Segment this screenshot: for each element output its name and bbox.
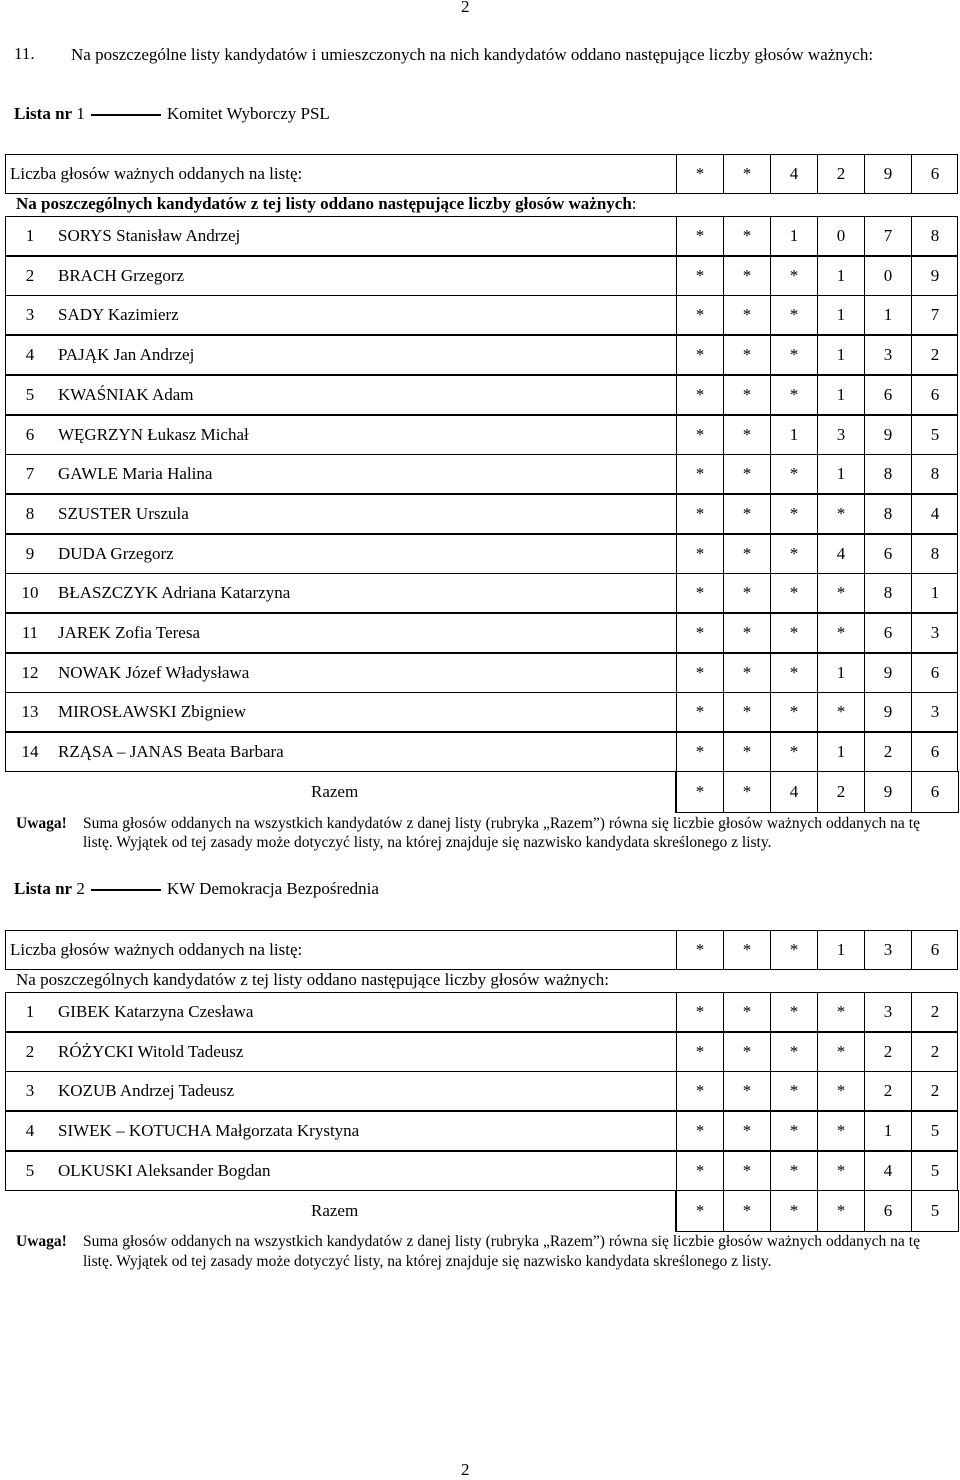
candidate-name: KWAŚNIAK Adam: [58, 384, 194, 404]
candidate-row: [5, 295, 958, 335]
digit-cell: 1: [864, 295, 911, 335]
digit-cell: *: [770, 653, 817, 693]
digit-cell: 1: [817, 375, 864, 415]
digit-cell: 2: [864, 732, 911, 772]
digit-cell: *: [817, 1032, 864, 1072]
candidate-number: 12: [21, 662, 39, 682]
digit-cell: 5: [911, 415, 958, 455]
digit-cell: 3: [911, 613, 958, 653]
digit-cell: 5: [911, 1191, 958, 1231]
digit-cell: 1: [817, 930, 864, 970]
candidate-number: 2: [25, 265, 35, 285]
list-heading: [14, 104, 330, 124]
candidate-row: [5, 1032, 958, 1072]
digit-cell: 4: [817, 534, 864, 574]
candidate-number: 8: [25, 503, 35, 523]
digit-cells: [676, 653, 958, 693]
digit-cell: 1: [817, 653, 864, 693]
digit-cell: *: [676, 154, 723, 194]
digit-cells: [676, 732, 958, 772]
candidate-name: MIROSŁAWSKI Zbigniew: [58, 702, 246, 722]
candidate-name: BŁASZCZYK Adriana Katarzyna: [58, 583, 291, 603]
digit-cell: *: [676, 1071, 723, 1111]
candidate-name: WĘGRZYN Łukasz Michał: [58, 424, 249, 444]
digit-cell: *: [723, 1191, 770, 1231]
digit-cell: 7: [864, 216, 911, 256]
digit-cell: *: [676, 256, 723, 296]
digit-cell: 4: [911, 494, 958, 534]
total-label: Razem: [311, 1200, 359, 1220]
list-number: 1: [76, 104, 85, 123]
digit-cell: 4: [770, 772, 817, 812]
digit-cell: *: [770, 692, 817, 732]
committee-name: KW Demokracja Bezpośrednia: [166, 879, 379, 898]
candidate-row: [5, 692, 958, 732]
digit-cell: *: [770, 256, 817, 296]
digit-cell: 3: [864, 930, 911, 970]
digit-cell: *: [723, 534, 770, 574]
digit-cell: *: [676, 772, 723, 812]
digit-cell: *: [723, 992, 770, 1032]
candidates-label-text: Na poszczególnych kandydatów z tej listy oddano następujące liczby głosów ważnych: [16, 194, 632, 213]
digit-cells: [676, 930, 958, 970]
digit-cell: *: [723, 1111, 770, 1151]
digit-cell: 8: [911, 534, 958, 574]
digit-cell: *: [676, 573, 723, 613]
candidate-number: 11: [21, 623, 39, 642]
digit-cell: *: [676, 415, 723, 455]
digit-cell: *: [817, 494, 864, 534]
digit-cell: *: [817, 1151, 864, 1191]
candidate-name: OLKUSKI Aleksander Bogdan: [58, 1160, 271, 1180]
digit-cell: 9: [864, 692, 911, 732]
digit-cell: 6: [864, 1191, 911, 1231]
candidate-number: 3: [25, 1081, 35, 1101]
digit-cell: *: [723, 692, 770, 732]
digit-cell: *: [817, 992, 864, 1032]
candidate-row: [5, 534, 958, 574]
candidate-row: [5, 454, 958, 494]
digit-cell: *: [723, 1032, 770, 1072]
list-prefix: Lista nr: [14, 104, 73, 123]
digit-cell: *: [676, 732, 723, 772]
digit-cell: *: [817, 613, 864, 653]
digit-cell: 2: [911, 335, 958, 375]
digit-cell: 2: [911, 1071, 958, 1111]
digit-cell: *: [723, 772, 770, 812]
digit-cell: *: [723, 375, 770, 415]
digit-cell: 8: [911, 216, 958, 256]
digit-cell: 2: [864, 1071, 911, 1111]
digit-cell: 6: [864, 375, 911, 415]
digit-cells: [676, 1071, 958, 1111]
candidate-row: [5, 653, 958, 693]
candidate-name: GAWLE Maria Halina: [58, 464, 213, 484]
candidate-number: 4: [25, 345, 35, 365]
digit-cell: 1: [817, 335, 864, 375]
digit-cell: 3: [817, 415, 864, 455]
digit-cell: *: [676, 1151, 723, 1191]
digit-cell: 6: [911, 375, 958, 415]
digit-cell: *: [676, 295, 723, 335]
digit-cell: *: [770, 454, 817, 494]
digit-cell: 6: [911, 154, 958, 194]
candidate-row: [5, 732, 958, 772]
digit-cell: *: [770, 732, 817, 772]
candidate-number: 1: [25, 226, 35, 245]
digit-cells: [676, 375, 958, 415]
digit-cell: *: [676, 335, 723, 375]
committee-name: Komitet Wyborczy PSL: [166, 104, 330, 123]
candidate-number: 4: [25, 1121, 35, 1141]
candidates-label-text: Na poszczególnych kandydatów z tej listy oddano następujące liczby głosów ważnych: [16, 970, 605, 989]
candidate-row: [5, 335, 958, 375]
digit-cell: *: [770, 992, 817, 1032]
digit-cell: 2: [817, 154, 864, 194]
total-label: Razem: [311, 781, 359, 801]
digit-cell: 9: [864, 653, 911, 693]
candidate-name: DUDA Grzegorz: [58, 543, 174, 563]
digit-cell: 1: [817, 256, 864, 296]
digit-cell: *: [770, 1151, 817, 1191]
digit-cells: [676, 1111, 958, 1151]
digit-cell: *: [676, 216, 723, 256]
digit-cell: 1: [817, 454, 864, 494]
candidate-number: 1: [25, 1002, 35, 1021]
digit-cell: 6: [911, 732, 958, 772]
item-text: Na poszczególne listy kandydatów i umieszczonych na nich kandydatów oddano następujące liczby głosów ważnych:: [71, 45, 874, 64]
digit-cells: [676, 454, 958, 494]
digit-cell: 9: [864, 415, 911, 455]
candidate-row: [5, 216, 958, 256]
list-vote-count-label: Liczba głosów ważnych oddanych na listę:: [10, 940, 303, 959]
total-row: [5, 1191, 958, 1231]
digit-cells: [676, 335, 958, 375]
candidate-row: [5, 992, 958, 1032]
candidate-name: SIWEK – KOTUCHA Małgorzata Krystyna: [58, 1121, 360, 1141]
digit-cell: *: [770, 930, 817, 970]
digit-cell: *: [723, 1151, 770, 1191]
candidate-number: 6: [25, 424, 35, 444]
digit-cells: [676, 295, 958, 335]
digit-cells: [676, 494, 958, 534]
note: [16, 1232, 920, 1271]
item-11: [14, 44, 924, 66]
digit-cell: 1: [770, 415, 817, 455]
digit-cell: *: [817, 573, 864, 613]
candidate-row: [5, 1071, 958, 1111]
digit-cell: 5: [911, 1111, 958, 1151]
digit-cell: 8: [864, 573, 911, 613]
candidate-row: [5, 494, 958, 534]
note-text: Suma głosów oddanych na wszystkich kandydatów z danej listy (rubryka „Razem”) równa się liczbie głosów ważnych oddanych na tę listę. Wyjątek od tej zasady może dotyczyć listy, na której znajduje się nazwisko kandydata skreślonego z listy.: [83, 1233, 920, 1270]
digit-cell: 2: [911, 1032, 958, 1072]
digit-cell: *: [770, 534, 817, 574]
digit-cell: 5: [911, 1151, 958, 1191]
digit-cell: 2: [817, 772, 864, 812]
candidates-label: [16, 970, 609, 990]
candidate-number: 5: [25, 1160, 35, 1180]
digit-cell: *: [723, 256, 770, 296]
digit-cell: *: [676, 1191, 723, 1231]
digit-cell: 3: [864, 992, 911, 1032]
candidate-number: 10: [21, 583, 39, 603]
candidate-number: 7: [25, 464, 35, 484]
digit-cell: *: [770, 1191, 817, 1231]
candidate-name: RÓŻYCKI Witold Tadeusz: [58, 1041, 244, 1061]
digit-cell: *: [676, 992, 723, 1032]
candidate-name: SZUSTER Urszula: [58, 503, 189, 523]
digit-cells: [676, 1032, 958, 1072]
digit-cell: *: [723, 930, 770, 970]
dash-separator: [91, 114, 161, 116]
digit-cells: [676, 154, 958, 194]
digit-cell: 4: [770, 154, 817, 194]
candidate-row: [5, 1111, 958, 1151]
digit-cell: 6: [911, 930, 958, 970]
digit-cell: *: [770, 573, 817, 613]
digit-cells: [676, 692, 958, 732]
note: [16, 814, 920, 853]
digit-cell: 1: [864, 1111, 911, 1151]
digit-cell: 8: [864, 494, 911, 534]
digit-cell: *: [723, 613, 770, 653]
candidate-name: GIBEK Katarzyna Czesława: [58, 1002, 254, 1021]
digit-cell: *: [676, 1111, 723, 1151]
candidate-name: SORYS Stanisław Andrzej: [58, 226, 241, 245]
digit-cell: *: [676, 375, 723, 415]
note-text: Suma głosów oddanych na wszystkich kandydatów z danej listy (rubryka „Razem”) równa się liczbie głosów ważnych oddanych na tę listę. Wyjątek od tej zasady może dotyczyć listy, na której znajduje się nazwisko kandydata skreślonego z listy.: [83, 814, 920, 851]
candidate-row: [5, 613, 958, 653]
digit-cell: *: [770, 613, 817, 653]
digit-cell: 8: [911, 454, 958, 494]
digit-cell: 3: [864, 335, 911, 375]
digit-cell: 0: [864, 256, 911, 296]
digit-cells: [675, 1190, 959, 1232]
digit-cell: 2: [911, 992, 958, 1032]
digit-cell: 9: [864, 154, 911, 194]
candidate-name: BRACH Grzegorz: [58, 265, 185, 285]
digit-cell: 6: [911, 772, 958, 812]
digit-cell: *: [723, 216, 770, 256]
list-vote-count-row: [5, 930, 958, 970]
digit-cell: 4: [864, 1151, 911, 1191]
candidate-name: RZĄSA – JANAS Beata Barbara: [58, 742, 284, 762]
digit-cell: 9: [864, 772, 911, 812]
total-row: [5, 772, 958, 812]
digit-cell: *: [723, 494, 770, 534]
digit-cells: [676, 573, 958, 613]
digit-cell: *: [676, 613, 723, 653]
digit-cells: [676, 1151, 958, 1191]
candidate-name: JAREK Zofia Teresa: [58, 623, 201, 642]
candidate-name: NOWAK Józef Władysława: [58, 662, 250, 682]
digit-cell: *: [817, 1191, 864, 1231]
digit-cell: *: [770, 1111, 817, 1151]
digit-cell: *: [723, 653, 770, 693]
candidate-name: SADY Kazimierz: [58, 305, 179, 325]
digit-cell: 1: [817, 732, 864, 772]
list-number: 2: [76, 879, 85, 898]
digit-cell: 1: [817, 295, 864, 335]
list-vote-count-row: [5, 154, 958, 194]
digit-cell: *: [723, 335, 770, 375]
digit-cell: 2: [864, 1032, 911, 1072]
digit-cell: *: [817, 1071, 864, 1111]
digit-cell: *: [676, 494, 723, 534]
digit-cell: *: [676, 930, 723, 970]
digit-cells: [676, 256, 958, 296]
list-vote-count-label: Liczba głosów ważnych oddanych na listę:: [10, 164, 303, 183]
candidate-number: 3: [25, 305, 35, 325]
digit-cell: *: [676, 653, 723, 693]
digit-cell: 1: [911, 573, 958, 613]
candidate-row: [5, 256, 958, 296]
digit-cell: *: [770, 1071, 817, 1111]
digit-cell: 8: [864, 454, 911, 494]
digit-cell: 9: [911, 256, 958, 296]
dash-separator: [91, 889, 161, 891]
digit-cell: 0: [817, 216, 864, 256]
candidates-label: [16, 194, 637, 214]
page-number-bottom: 2: [461, 1460, 470, 1479]
candidate-name: KOZUB Andrzej Tadeusz: [58, 1081, 235, 1101]
digit-cells: [676, 613, 958, 653]
candidate-row: [5, 1151, 958, 1191]
candidate-number: 9: [25, 543, 35, 563]
digit-cell: *: [723, 1071, 770, 1111]
digit-cell: *: [676, 454, 723, 494]
list-heading: [14, 879, 379, 899]
candidates-label-suffix: :: [631, 194, 637, 213]
digit-cell: *: [817, 692, 864, 732]
digit-cells: [676, 534, 958, 574]
note-label: Uwaga!: [16, 814, 67, 832]
digit-cells: [676, 415, 958, 455]
item-number: 11.: [14, 44, 35, 63]
digit-cell: *: [723, 415, 770, 455]
digit-cell: 6: [864, 613, 911, 653]
digit-cell: *: [723, 295, 770, 335]
digit-cell: *: [676, 692, 723, 732]
candidate-number: 2: [25, 1041, 35, 1061]
digit-cell: 6: [911, 653, 958, 693]
digit-cell: 1: [770, 216, 817, 256]
note-label: Uwaga!: [16, 1233, 67, 1251]
digit-cell: *: [723, 732, 770, 772]
digit-cells: [676, 992, 958, 1032]
digit-cell: *: [723, 573, 770, 613]
digit-cell: *: [770, 375, 817, 415]
candidate-row: [5, 415, 958, 455]
digit-cell: 3: [911, 692, 958, 732]
digit-cell: *: [770, 295, 817, 335]
candidate-row: [5, 573, 958, 613]
candidate-number: 14: [21, 742, 39, 762]
digit-cell: 6: [864, 534, 911, 574]
digit-cell: *: [817, 1111, 864, 1151]
digit-cells: [676, 216, 958, 256]
digit-cell: 7: [911, 295, 958, 335]
digit-cell: *: [770, 335, 817, 375]
candidate-name: PAJĄK Jan Andrzej: [58, 345, 195, 365]
digit-cell: *: [770, 1032, 817, 1072]
digit-cell: *: [770, 494, 817, 534]
digit-cell: *: [723, 454, 770, 494]
digit-cell: *: [676, 1032, 723, 1072]
page-number-top: 2: [461, 0, 470, 16]
candidates-label-suffix: :: [604, 970, 609, 989]
digit-cell: *: [723, 154, 770, 194]
digit-cell: *: [676, 534, 723, 574]
list-prefix: Lista nr: [14, 879, 73, 898]
candidate-number: 13: [21, 702, 39, 722]
digit-cells: [675, 771, 959, 813]
candidate-row: [5, 375, 958, 415]
candidate-number: 5: [25, 384, 35, 404]
